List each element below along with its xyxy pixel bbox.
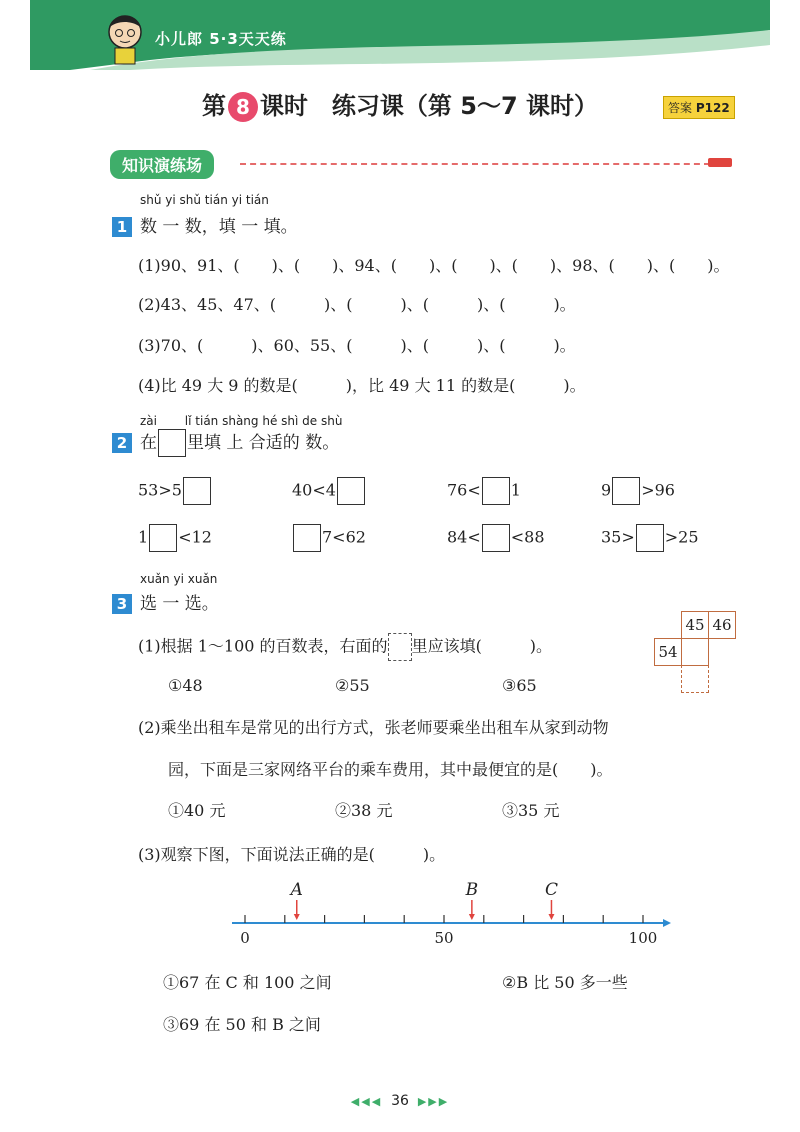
number-line [220,875,680,955]
tick-label: 0 [240,929,250,947]
answer-box[interactable] [636,524,664,552]
q1-pinyin: shǔ yi shǔ tián yi tián [140,193,269,207]
boy-mascot-icon [100,8,150,68]
q2-item-4: 9 >96 [601,477,675,505]
q2-pinyin: zài lǐ tián shàng hé shì de shù [140,414,343,428]
section-tag: 知识演练场 [110,150,214,179]
q3-p2-opt-3[interactable]: ③35 元 [502,801,560,820]
q1-line-1: (1)90、91、( )、( )、94、( )、( )、( )、98、( )、( )。 [138,256,730,275]
q2-item-6: 7<62 [292,524,366,552]
page-footer [0,1093,800,1109]
section-divider [240,163,710,165]
lesson-number: 8 [228,92,258,122]
answer-box[interactable] [183,477,211,505]
q3-p2-opt-1[interactable]: ①40 元 [168,801,226,820]
point-label-C: C [544,880,558,900]
q3-p3-opt-1[interactable]: ①67 在 C 和 100 之间 [163,973,332,992]
answer-page-badge: 答案 P122 [663,96,735,119]
grid-cell: 45 [681,611,709,639]
q3-part2-line1: (2)乘坐出租车是常见的出行方式，张老师要乘坐出租车从家到动物 [138,718,609,737]
point-arrow-C [548,914,554,920]
q3-p1-opt-1[interactable]: ①48 [168,676,203,695]
q3-part3: (3)观察下图，下面说法正确的是( )。 [138,845,446,864]
dashed-box [388,633,412,661]
q1-title: 1 数 一 数，填 一 填。 [112,212,298,237]
point-label-B: B [465,880,479,900]
right-arrows-icon: ▶▶▶ [417,1095,450,1108]
tick-label: 50 [434,929,454,947]
answer-box[interactable] [337,477,365,505]
q3-p3-opt-2[interactable]: ②B 比 50 多一些 [502,973,628,992]
point-label-A: A [290,880,303,900]
grid-cell [681,638,709,666]
point-arrow-B [469,914,475,920]
answer-box[interactable] [293,524,321,552]
q3-title: 3 选 一 选。 [112,589,219,614]
q1-line-4: (4)比 49 大 9 的数是( )，比 49 大 11 的数是( )。 [138,376,586,395]
point-arrow-A [294,914,300,920]
q2-item-1: 53>5 [138,477,212,505]
q3-p1-opt-3[interactable]: ③65 [502,676,537,695]
answer-box[interactable] [482,477,510,505]
answer-box[interactable] [612,477,640,505]
q2-item-2: 40<4 [292,477,366,505]
q2-item-3: 76< 1 [447,477,521,505]
grid-cell: 54 [654,638,682,666]
q1-line-3: (3)70、( )、60、55、( )、( )、( )。 [138,336,576,355]
answer-box[interactable] [482,524,510,552]
q2-number: 2 [112,433,132,453]
tick-label: 100 [628,929,658,947]
q2-item-8: 35> >25 [601,524,699,552]
q1-line-2: (2)43、45、47、( )、( )、( )、( )。 [138,295,576,314]
q1-number: 1 [112,217,132,237]
axis-arrow [663,919,671,927]
q3-p1-opt-2[interactable]: ②55 [335,676,370,695]
brand-name: 小儿郎 5·3天天练 [155,30,287,48]
q2-item-5: 1 <12 [138,524,212,552]
q3-part2-line2: 园，下面是三家网络平台的乘车费用，其中最便宜的是( )。 [168,760,613,779]
q3-pinyin: xuǎn yi xuǎn [140,572,218,586]
page-title: 第 8 课时 练习课（第 5～7 课时） [201,92,599,120]
q2-item-7: 84< <88 [447,524,545,552]
q3-part1: (1)根据 1～100 的百数表，右面的 里应该填( )。 [138,633,552,661]
left-arrows-icon: ◀◀◀ [350,1095,383,1108]
grid-cell: 46 [708,611,736,639]
answer-box[interactable] [149,524,177,552]
answer-box [158,429,186,457]
q3-number: 3 [112,594,132,614]
q3-p3-opt-3[interactable]: ③69 在 50 和 B 之间 [163,1015,321,1034]
page-number: 36 [391,1093,409,1109]
pencil-icon [708,158,732,167]
q2-title: 2 在 里填 上 合适的 数。 [112,428,339,457]
q3-p2-opt-2[interactable]: ②38 元 [335,801,393,820]
grid-cell-target [681,665,709,693]
